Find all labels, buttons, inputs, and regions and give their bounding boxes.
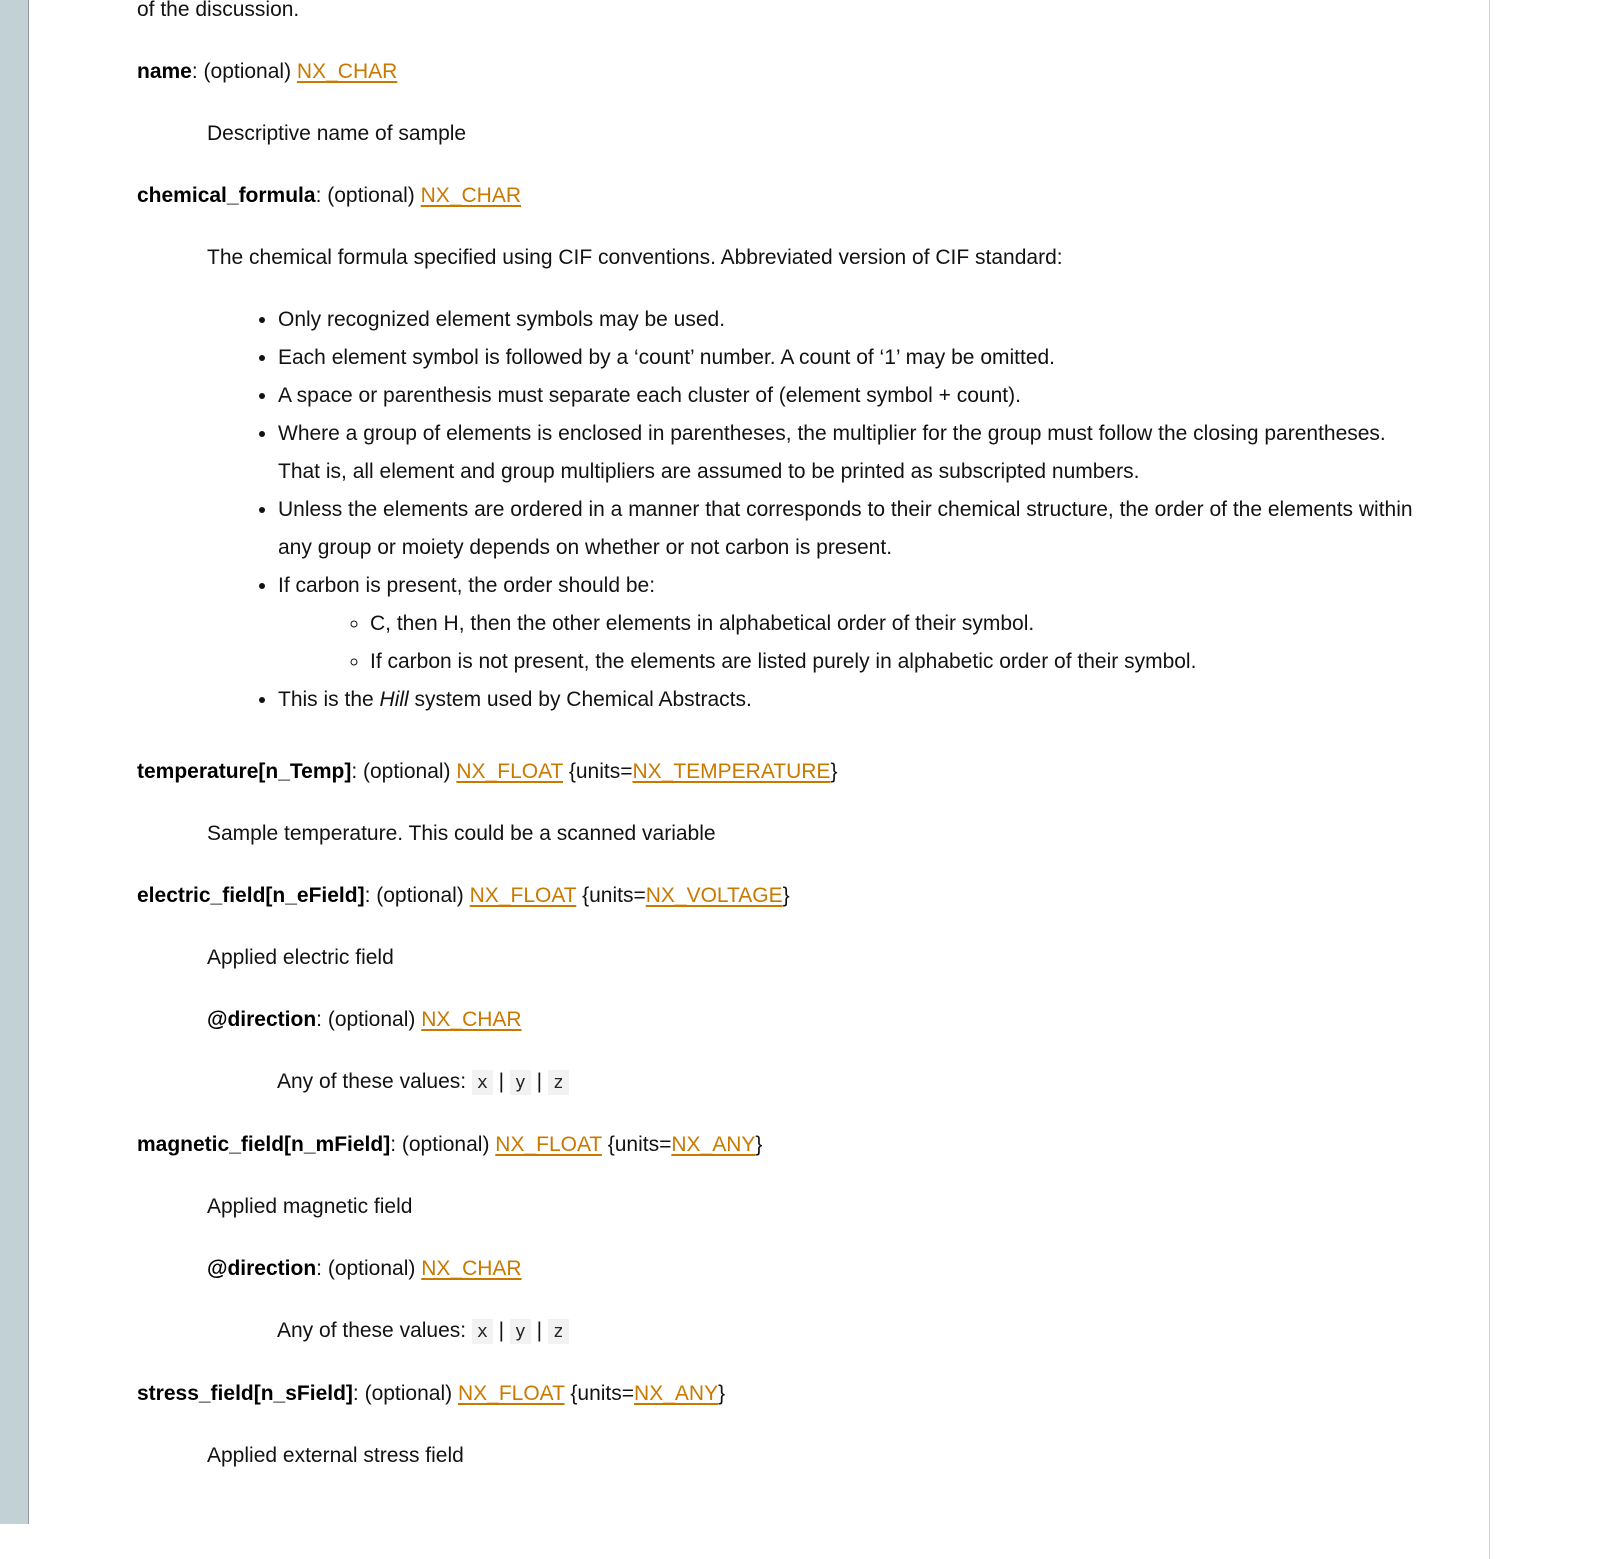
paragraph <box>207 239 1433 277</box>
paragraph <box>207 939 1433 977</box>
sub-list-item <box>370 643 1433 681</box>
text: of the discussion. <box>137 0 300 21</box>
field-chemical-formula <box>137 177 1433 719</box>
type-link[interactable]: NX_CHAR <box>296 60 398 83</box>
text: | <box>492 1070 510 1093</box>
text: | <box>530 1070 548 1093</box>
list-item <box>278 491 1433 567</box>
text: } <box>718 1382 726 1405</box>
attribute-direction <box>207 1250 1433 1351</box>
list-item <box>278 567 1433 681</box>
field-name <box>137 53 1433 153</box>
text: Where a group of elements is enclosed in parentheses, the multiplier for the group must follow the closing parentheses. That is, all element and group multipliers are assumed to be printed as subscripted numbers. <box>278 422 1386 483</box>
text: Sample temperature. This could be a scanned variable <box>207 822 716 845</box>
field-name: magnetic_field[n_mField] <box>137 1133 391 1156</box>
text: : (optional) <box>191 60 297 83</box>
text: This is the <box>278 688 380 711</box>
field-description <box>207 115 1433 153</box>
text: A space or parenthesis must separate each cluster of (element symbol + count). <box>278 384 1021 407</box>
text: } <box>830 760 838 783</box>
document-content <box>29 0 1490 1559</box>
text: system used by Chemical Abstracts. <box>408 688 752 711</box>
sidebar-strip <box>0 0 29 1524</box>
bullet-list <box>207 301 1433 719</box>
text: : (optional) <box>364 884 470 907</box>
text: Descriptive name of sample <box>207 122 467 145</box>
text: Applied electric field <box>207 946 394 969</box>
text: : (optional) <box>351 760 457 783</box>
field-stress-field <box>137 1375 1433 1475</box>
field-description <box>207 239 1433 719</box>
field-description <box>277 1063 1433 1102</box>
field-electric-field <box>137 877 1433 1102</box>
paragraph <box>207 815 1433 853</box>
type-link[interactable]: NX_FLOAT <box>457 1382 565 1405</box>
type-link[interactable]: NX_TEMPERATURE <box>632 760 831 783</box>
list-item <box>278 681 1433 719</box>
text: : (optional) <box>352 1382 458 1405</box>
field-description <box>207 939 1433 1102</box>
field-name: temperature[n_Temp] <box>137 760 352 783</box>
field-signature <box>137 1375 1433 1413</box>
clipped-paragraph <box>137 0 1433 29</box>
text: C, then H, then the other elements in alphabetical order of their symbol. <box>370 612 1035 635</box>
text: | <box>492 1319 510 1342</box>
enum-value: z <box>548 1319 569 1344</box>
field-signature <box>137 1126 1433 1164</box>
type-link[interactable]: NX_FLOAT <box>495 1133 602 1156</box>
field-signature <box>207 1250 1433 1288</box>
text: } <box>755 1133 763 1156</box>
field-signature <box>137 753 1433 791</box>
type-link[interactable]: NX_ANY <box>634 1382 719 1405</box>
field-name: stress_field[n_sField] <box>137 1382 353 1405</box>
field-signature <box>207 1001 1433 1039</box>
text: Unless the elements are ordered in a manner that corresponds to their chemical structure, the order of the elements within any group or moiety depends on whether or not carbon is present. <box>278 498 1413 559</box>
field-description <box>207 1188 1433 1351</box>
text: {units= <box>601 1133 672 1156</box>
text: Applied external stress field <box>207 1444 464 1467</box>
list-item <box>278 339 1433 377</box>
type-link[interactable]: NX_FLOAT <box>469 884 577 907</box>
type-link[interactable]: NX_ANY <box>671 1133 756 1156</box>
enumeration-line <box>277 1312 1433 1351</box>
text: Only recognized element symbols may be used. <box>278 308 726 331</box>
enum-value: y <box>510 1070 531 1095</box>
text: The chemical formula specified using CIF conventions. Abbreviated version of CIF standard: <box>207 246 1063 269</box>
text: : (optional) <box>315 184 421 207</box>
text: : (optional) <box>316 1008 422 1031</box>
field-temperature <box>137 753 1433 853</box>
enum-value: x <box>472 1319 493 1344</box>
field-signature <box>137 177 1433 215</box>
paragraph <box>207 115 1433 153</box>
field-name: electric_field[n_eField] <box>137 884 365 907</box>
text: If carbon is present, the order should be: <box>278 574 656 597</box>
text: {units= <box>564 1382 635 1405</box>
text: | <box>530 1319 548 1342</box>
sub-list-item <box>370 605 1433 643</box>
enum-value: x <box>472 1070 493 1095</box>
enum-value: z <box>548 1070 569 1095</box>
field-name: name <box>137 60 192 83</box>
text: Any of these values: <box>277 1070 472 1093</box>
type-link[interactable]: NX_FLOAT <box>456 760 563 783</box>
text: Any of these values: <box>277 1319 472 1342</box>
attribute-direction <box>207 1001 1433 1102</box>
text: If carbon is not present, the elements are listed purely in alphabetic order of their symbol. <box>370 650 1197 673</box>
type-link[interactable]: NX_CHAR <box>420 184 521 207</box>
field-description <box>207 815 1433 853</box>
emphasis-text: Hill <box>379 688 409 711</box>
text: Applied magnetic field <box>207 1195 413 1218</box>
enumeration-line <box>277 1063 1433 1102</box>
text: Each element symbol is followed by a ‘count’ number. A count of ‘1’ may be omitted. <box>278 346 1056 369</box>
type-link[interactable]: NX_CHAR <box>421 1257 522 1280</box>
field-name: @direction <box>207 1008 317 1031</box>
text: {units= <box>576 884 646 907</box>
field-name: chemical_formula <box>137 184 316 207</box>
list-item <box>278 415 1433 491</box>
type-link[interactable]: NX_VOLTAGE <box>645 884 783 907</box>
text: {units= <box>562 760 633 783</box>
list-item <box>278 377 1433 415</box>
paragraph <box>207 1437 1433 1475</box>
sub-bullet-list <box>278 605 1433 681</box>
paragraph <box>207 1188 1433 1226</box>
field-signature <box>137 877 1433 915</box>
enum-value: y <box>510 1319 531 1344</box>
text: } <box>782 884 790 907</box>
field-description <box>207 1437 1433 1475</box>
field-signature <box>137 53 1433 91</box>
list-item <box>278 301 1433 339</box>
field-magnetic-field <box>137 1126 1433 1351</box>
type-link[interactable]: NX_CHAR <box>421 1008 522 1031</box>
field-name: @direction <box>207 1257 317 1280</box>
text: : (optional) <box>316 1257 422 1280</box>
field-list-root <box>137 0 1433 1475</box>
field-description <box>277 1312 1433 1351</box>
text: : (optional) <box>390 1133 496 1156</box>
